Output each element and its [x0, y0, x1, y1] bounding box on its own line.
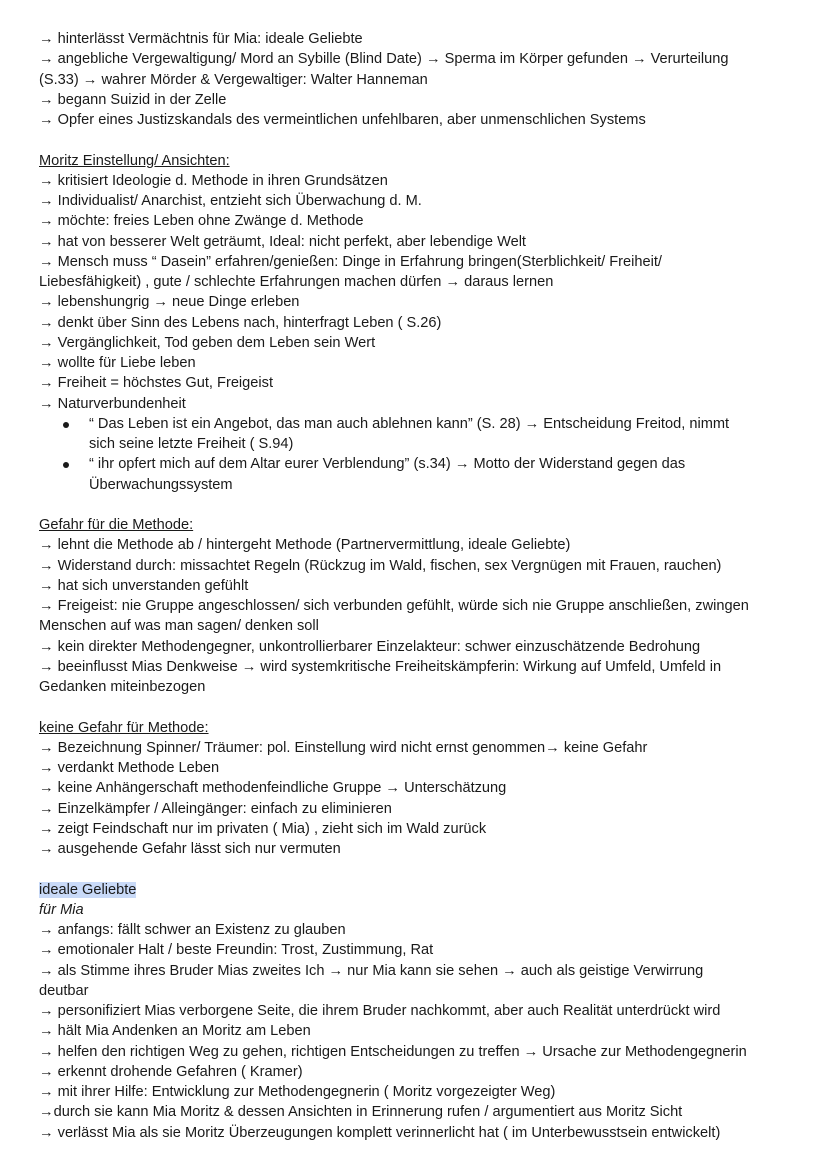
section-line: → beeinflusst Mias Denkweise → wird systemkritische Freiheitskämpferin: Wirkung auf Umfeld, Umfeld in — [39, 658, 722, 675]
section-line: → mit ihrer Hilfe: Entwicklung zur Methodengegnerin ( Moritz vorgezeigter Weg) — [39, 1084, 556, 1100]
section-einstellung — [39, 151, 799, 495]
section-line: Menschen auf was man sagen/ denken soll — [39, 618, 319, 635]
section-line: → personifiziert Mias verborgene Seite, die ihrem Bruder nachkommt, aber auch Realität unterdrückt wird — [39, 1003, 721, 1019]
section-line: → keine Anhängerschaft methodenfeindliche Gruppe → Unterschätzung — [39, 780, 507, 797]
section-keine-gefahr — [39, 718, 799, 860]
spacer — [39, 697, 799, 717]
section-heading-highlighted: ideale Geliebte — [39, 881, 137, 898]
section-line: → Mensch muss “ Dasein” erfahren/genießen: Dinge in Erfahrung bringen(Sterblichkeit/ Freiheit/ — [39, 253, 662, 270]
section-line: → Naturverbundenheit — [39, 395, 186, 412]
section-line: → Freiheit = höchstes Gut, Freigeist — [39, 375, 273, 392]
section-line: → ausgehende Gefahr lässt sich nur vermuten — [39, 841, 341, 857]
section-line: → möchte: freies Leben ohne Zwänge d. Methode — [39, 213, 364, 230]
spacer — [39, 495, 799, 515]
section-line: → lehnt die Methode ab / hintergeht Methode (Partnervermittlung, ideale Geliebte) — [39, 537, 571, 554]
bullet-text: sich seine letzte Freiheit ( S.94) — [89, 436, 294, 452]
section-line: deutbar — [39, 982, 89, 999]
bullet-text: “ Das Leben ist ein Angebot, das man auch ablehnen kann” (S. 28) → Entscheidung Freitod, nimmt — [89, 415, 730, 432]
document-body — [39, 29, 799, 1143]
section-line: → denkt über Sinn des Lebens nach, hinterfragt Leben ( S.26) — [39, 314, 442, 331]
section-line: → Einzelkämpfer / Alleingänger: einfach zu eliminieren — [39, 800, 392, 817]
section-line: → Freigeist: nie Gruppe angeschlossen/ sich verbunden gefühlt, würde sich nie Gruppe anschließen, zwingen — [39, 598, 749, 614]
section-line: → lebenshungrig → neue Dinge erleben — [39, 294, 300, 311]
bullet-item — [39, 414, 799, 455]
section-line: → kritisiert Ideologie d. Methode in ihren Grundsätzen — [39, 172, 388, 189]
spacer — [39, 130, 799, 150]
section-line: → zeigt Feindschaft nur im privaten ( Mia) , zieht sich im Wald zurück — [39, 820, 487, 837]
bullet-dot-icon — [63, 462, 69, 468]
section-line: → emotionaler Halt / beste Freundin: Trost, Zustimmung, Rat — [39, 942, 434, 959]
section-line: → Bezeichnung Spinner/ Träumer: pol. Einstellung wird nicht ernst genommen→ keine Gefahr — [39, 739, 648, 756]
section-line: → Vergänglichkeit, Tod geben dem Leben sein Wert — [39, 334, 376, 351]
intro-line: → Opfer eines Justizskandals des vermeintlichen unfehlbaren, aber unmenschlichen Systems — [39, 112, 646, 128]
section-line: → verlässt Mia als sie Moritz Überzeugungen komplett verinnerlicht hat ( im Unterbewusstsein entwickelt) — [39, 1124, 721, 1141]
section-line: → wollte für Liebe leben — [39, 355, 196, 371]
spacer — [39, 859, 799, 879]
section-heading: Gefahr für die Methode: — [39, 517, 194, 533]
intro-line: → begann Suizid in der Zelle — [39, 91, 227, 108]
section-line: → als Stimme ihres Bruder Mias zweites Ich → nur Mia kann sie sehen → auch als geistige Verwirrung — [39, 962, 704, 979]
intro-line: → hinterlässt Vermächtnis für Mia: ideale Geliebte — [39, 31, 363, 47]
bullet-text: “ ihr opfert mich auf dem Altar eurer Verblendung” (s.34) → Motto der Widerstand gegen das — [89, 456, 686, 473]
intro-block — [39, 29, 799, 130]
section-heading: keine Gefahr für Methode: — [39, 719, 209, 736]
intro-line: → angebliche Vergewaltigung/ Mord an Sybille (Blind Date) → Sperma im Körper gefunden → Verurteilung — [39, 51, 729, 68]
bullet-item — [39, 454, 799, 495]
section-line: → verdankt Methode Leben — [39, 760, 220, 776]
intro-line: (S.33) → wahrer Mörder & Vergewaltiger: Walter Hanneman — [39, 71, 428, 88]
section-line: → hat von besserer Welt geträumt, Ideal: nicht perfekt, aber lebendige Welt — [39, 233, 526, 250]
section-line: → erkennt drohende Gefahren ( Kramer) — [39, 1063, 303, 1080]
section-subheading: für Mia — [39, 901, 84, 918]
section-heading: Moritz Einstellung/ Ansichten: — [39, 152, 230, 169]
section-line: Liebesfähigkeit) , gute / schlechte Erfahrungen machen dürfen → daraus lernen — [39, 274, 554, 290]
section-line: → anfangs: fällt schwer an Existenz zu glauben — [39, 922, 346, 938]
bullet-text: Überwachungssystem — [89, 476, 233, 493]
section-line: → Widerstand durch: missachtet Regeln (Rückzug im Wald, fischen, sex Vergnügen mit Frauen, rauchen) — [39, 557, 722, 574]
section-line: →durch sie kann Mia Moritz & dessen Ansichten in Erinnerung rufen / argumentiert aus Moritz Sicht — [39, 1104, 683, 1121]
section-line: → kein direkter Methodengegner, unkontrollierbarer Einzelakteur: schwer einzuschätzende Bedrohung — [39, 638, 701, 655]
bullet-dot-icon — [63, 422, 69, 428]
section-line: → helfen den richtigen Weg zu gehen, richtigen Entscheidungen zu treffen → Ursache zur Methodengegnerin — [39, 1043, 747, 1060]
section-line: → hat sich unverstanden gefühlt — [39, 577, 249, 594]
section-ideale-geliebte — [39, 880, 799, 1143]
section-line: → Individualist/ Anarchist, entzieht sich Überwachung d. M. — [39, 193, 422, 209]
section-line: → hält Mia Andenken an Moritz am Leben — [39, 1023, 311, 1040]
section-line: Gedanken miteinbezogen — [39, 679, 206, 695]
section-gefahr — [39, 515, 799, 697]
